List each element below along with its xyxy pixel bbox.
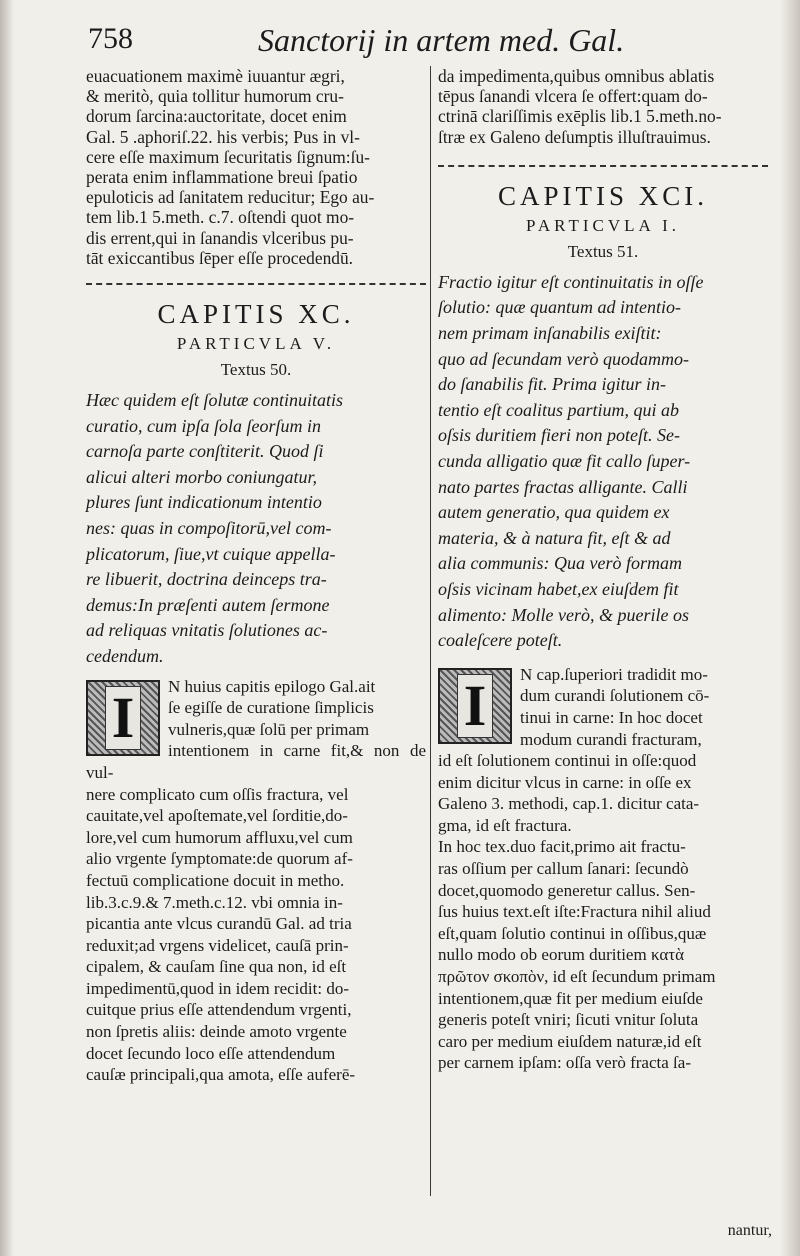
text-line: intentionem,quæ fit per medium eiuſde [438, 988, 703, 1008]
text-line: do ſanabilis fit. Prima igitur in- [438, 374, 667, 395]
text-line: fectuū complicatione docuit in metho. [86, 870, 345, 890]
running-title: Sanctorij in artem med. Gal. [258, 22, 625, 58]
text-line: ſolutio: quæ quantum ad intentio- [438, 297, 681, 318]
text-line: πρῶτον σκοπὸν, id eſt ſecundum primam [438, 967, 716, 987]
text-line: epuloticis ad ſanitatem reducitur; Ego au- [86, 187, 375, 208]
drop-cap-ornament [438, 668, 512, 744]
text-line: vulneris,quæ ſolū per primam [168, 719, 370, 739]
text-line: Gal. 5 .aphoriſ.22. his verbis; Pus in vl- [86, 126, 360, 147]
particula-heading: PARTICVLA V. [176, 334, 336, 354]
page-number: 758 [88, 22, 133, 55]
running-header [88, 22, 728, 62]
aphorism-text [438, 270, 768, 654]
text-line: docet ſecundo loco eſſe attendendum [86, 1043, 336, 1063]
text-line: da impedimenta,quibus omnibus ablatis [438, 66, 715, 86]
text-line: alio vrgente ſymptomate:de quorum af- [86, 849, 353, 869]
text-line: demus:In præſenti autem ſermone [86, 594, 330, 615]
text-line: docet,quomodo generetur callus. Sen- [438, 880, 696, 900]
text-line: cuitque prius eſſe attendendum vrgenti, [86, 1000, 352, 1020]
text-line: reduxit;ad vrgens videlicet, cauſā prin- [86, 935, 349, 955]
text-line: tinui in carne: In hoc docet [520, 707, 703, 727]
text-line: tentio eſt coalitus partium, qui ab [438, 399, 679, 420]
drop-cap-ornament [86, 680, 160, 756]
text-line: quo ad ſecundam verò quodammo- [438, 348, 689, 369]
commentary [86, 676, 426, 1086]
text-line: cauitate,vel apoſtemate,vel ſorditie,do- [86, 806, 348, 826]
chapter-heading: CAPITIS XCI. [497, 180, 708, 211]
text-line: modum curandi fracturam, [520, 729, 702, 749]
text-line: oſsis vicinam habet,ex eiuſdem fit [438, 578, 679, 599]
text-line: In hoc tex.duo facit,primo ait fractu- [438, 837, 686, 857]
text-line: ſe egiſſe de curatione ſimplicis [168, 698, 374, 718]
text-line: enim dicitur vlcus in carne: in oſſe ex [438, 772, 692, 792]
text-line: lib.3.c.9.& 7.meth.c.12. vbi omnia in- [86, 892, 343, 912]
text-line: cauſæ principali,qua amota, eſſe auferē- [86, 1065, 356, 1085]
text-line: Hæc quidem eſt ſolutæ continuitatis [86, 390, 343, 411]
text-line: cunda alligatio quæ fit callo ſuper- [438, 450, 691, 471]
text-line: euacuationem maximè iuuantur ægri, [86, 66, 345, 86]
text-line: gma, id eſt fractura. [438, 815, 572, 835]
text-line: dis errent,qui in ſanandis vlceribus pu- [86, 227, 354, 248]
text-line: Fractio igitur eſt continuitatis in oſſe [438, 271, 704, 292]
text-line: carnoſa parte conſtiterit. Quod ſi [86, 441, 324, 462]
text-line: N huius capitis epilogo Gal.ait [168, 676, 376, 696]
text-line: non ſpretis aliis: deinde amoto vrgente [86, 1022, 347, 1042]
text-line: nato partes fractas alligante. Calli [438, 476, 688, 497]
text-line: coaleſcere poteſt. [438, 630, 563, 651]
text-line: alia communis: Qua verò formam [438, 553, 682, 574]
text-line: nullo modo ob eorum duritiem κατὰ [438, 945, 685, 965]
text-line: tem lib.1 5.meth. c.7. oſtendi quot mo- [86, 207, 355, 228]
chapter-heading: CAPITIS XC. [157, 299, 355, 330]
text-line: curatio, cum ipſa ſola ſeorſum in [86, 415, 321, 436]
drop-cap-letter: I [105, 686, 142, 750]
text-line: eſt,quam ſolutio continui in oſſibus,quæ [438, 923, 707, 943]
text-line: id eſt ſolutionem continui in oſſe:quod [438, 751, 697, 771]
text-line: cere eſſe maximum ſecuritatis ſignum:ſu- [86, 146, 370, 167]
text-line: dum curandi ſolutionem cō- [520, 686, 710, 706]
text-line: re libuerit, doctrina deinceps tra- [86, 569, 327, 590]
text-line: caro per medium eiuſdem naturæ,id eſt [438, 1031, 702, 1051]
text-line: nere complicato cum oſſis fractura, vel [86, 784, 349, 804]
text-line: perata enim inflammatione breui ſpatio [86, 167, 358, 188]
catchword: nantur, [727, 1222, 772, 1239]
text-line: plicatorum, ſiue,vt cuique appella- [86, 543, 336, 564]
textus-heading: Textus 50. [220, 360, 292, 380]
text-line: Galeno 3. methodi, cap.1. dicitur cata- [438, 794, 700, 814]
text-line: oſsis duritiem fieri non poteſt. Se- [438, 425, 680, 446]
text-line: picantia ante vlcus curandū Gal. ad tria [86, 914, 352, 934]
text-line: generis poteſt vniri; ſicuti vnitur ſoluta [438, 1010, 699, 1030]
text-line: alimento: Molle verò, & puerile os [438, 604, 689, 625]
particula-heading: PARTICVLA I. [525, 215, 681, 235]
text-line: ſus huius text.eſt iſte:Fractura nihil aliud [438, 902, 711, 922]
text-line: cipalem, & cauſam ſine qua non, id eſt [86, 957, 347, 977]
text-line: lore,vel cum humorum affluxu,vel cum [86, 827, 353, 847]
left-continued-text [86, 66, 426, 268]
aphorism-text [86, 388, 426, 670]
text-line: cedendum. [86, 645, 164, 666]
text-line: materia, & à natura fit, eſt & ad [438, 527, 671, 548]
section-rule [86, 283, 426, 285]
text-line: N cap.ſuperiori tradidit mo- [520, 664, 708, 684]
text-line: ras oſſium per callum ſanari: ſecundò [438, 859, 689, 879]
text-line: nem primam inſanabilis exiſtit: [438, 323, 662, 343]
text-line: & meritò, quia tollitur humorum cru- [86, 86, 344, 107]
text-line: ſtræ ex Galeno deſumptis illuſtrauimus. [438, 126, 711, 147]
text-line: tēpus ſanandi vlcera ſe offert:quam do- [438, 86, 708, 107]
text-line: tāt exiccantibus ſēper eſſe procedendū. [86, 247, 354, 268]
text-line: intentionem in carne fit,& non de vul- [86, 741, 426, 782]
text-line: ctrinā clariſſimis exēplis lib.1 5.meth.no- [438, 106, 722, 127]
left-column [86, 66, 426, 1086]
text-line: autem generatio, qua quidem ex [438, 502, 670, 523]
text-line: ad reliquas vnitatis ſolutiones ac- [86, 620, 328, 641]
text-line: per carnem ipſam: oſſa verò fracta ſa- [438, 1053, 691, 1073]
commentary [438, 664, 768, 1074]
right-column [438, 66, 768, 1074]
text-line: plures ſunt indicationum intentio [86, 492, 322, 513]
text-line: alicui alteri morbo coniungatur, [86, 466, 317, 487]
drop-cap-letter: I [457, 674, 494, 738]
column-divider [430, 66, 431, 1196]
right-continued-text [438, 66, 768, 147]
section-rule [438, 165, 768, 167]
textus-heading: Textus 51. [567, 241, 639, 261]
text-line: dorum ſarcina:auctoritate, docet enim [86, 106, 347, 127]
text-line: nes: quas in compoſitorū,vel com- [86, 518, 332, 538]
text-line: impedimentū,quod in idem recidit: do- [86, 978, 349, 998]
